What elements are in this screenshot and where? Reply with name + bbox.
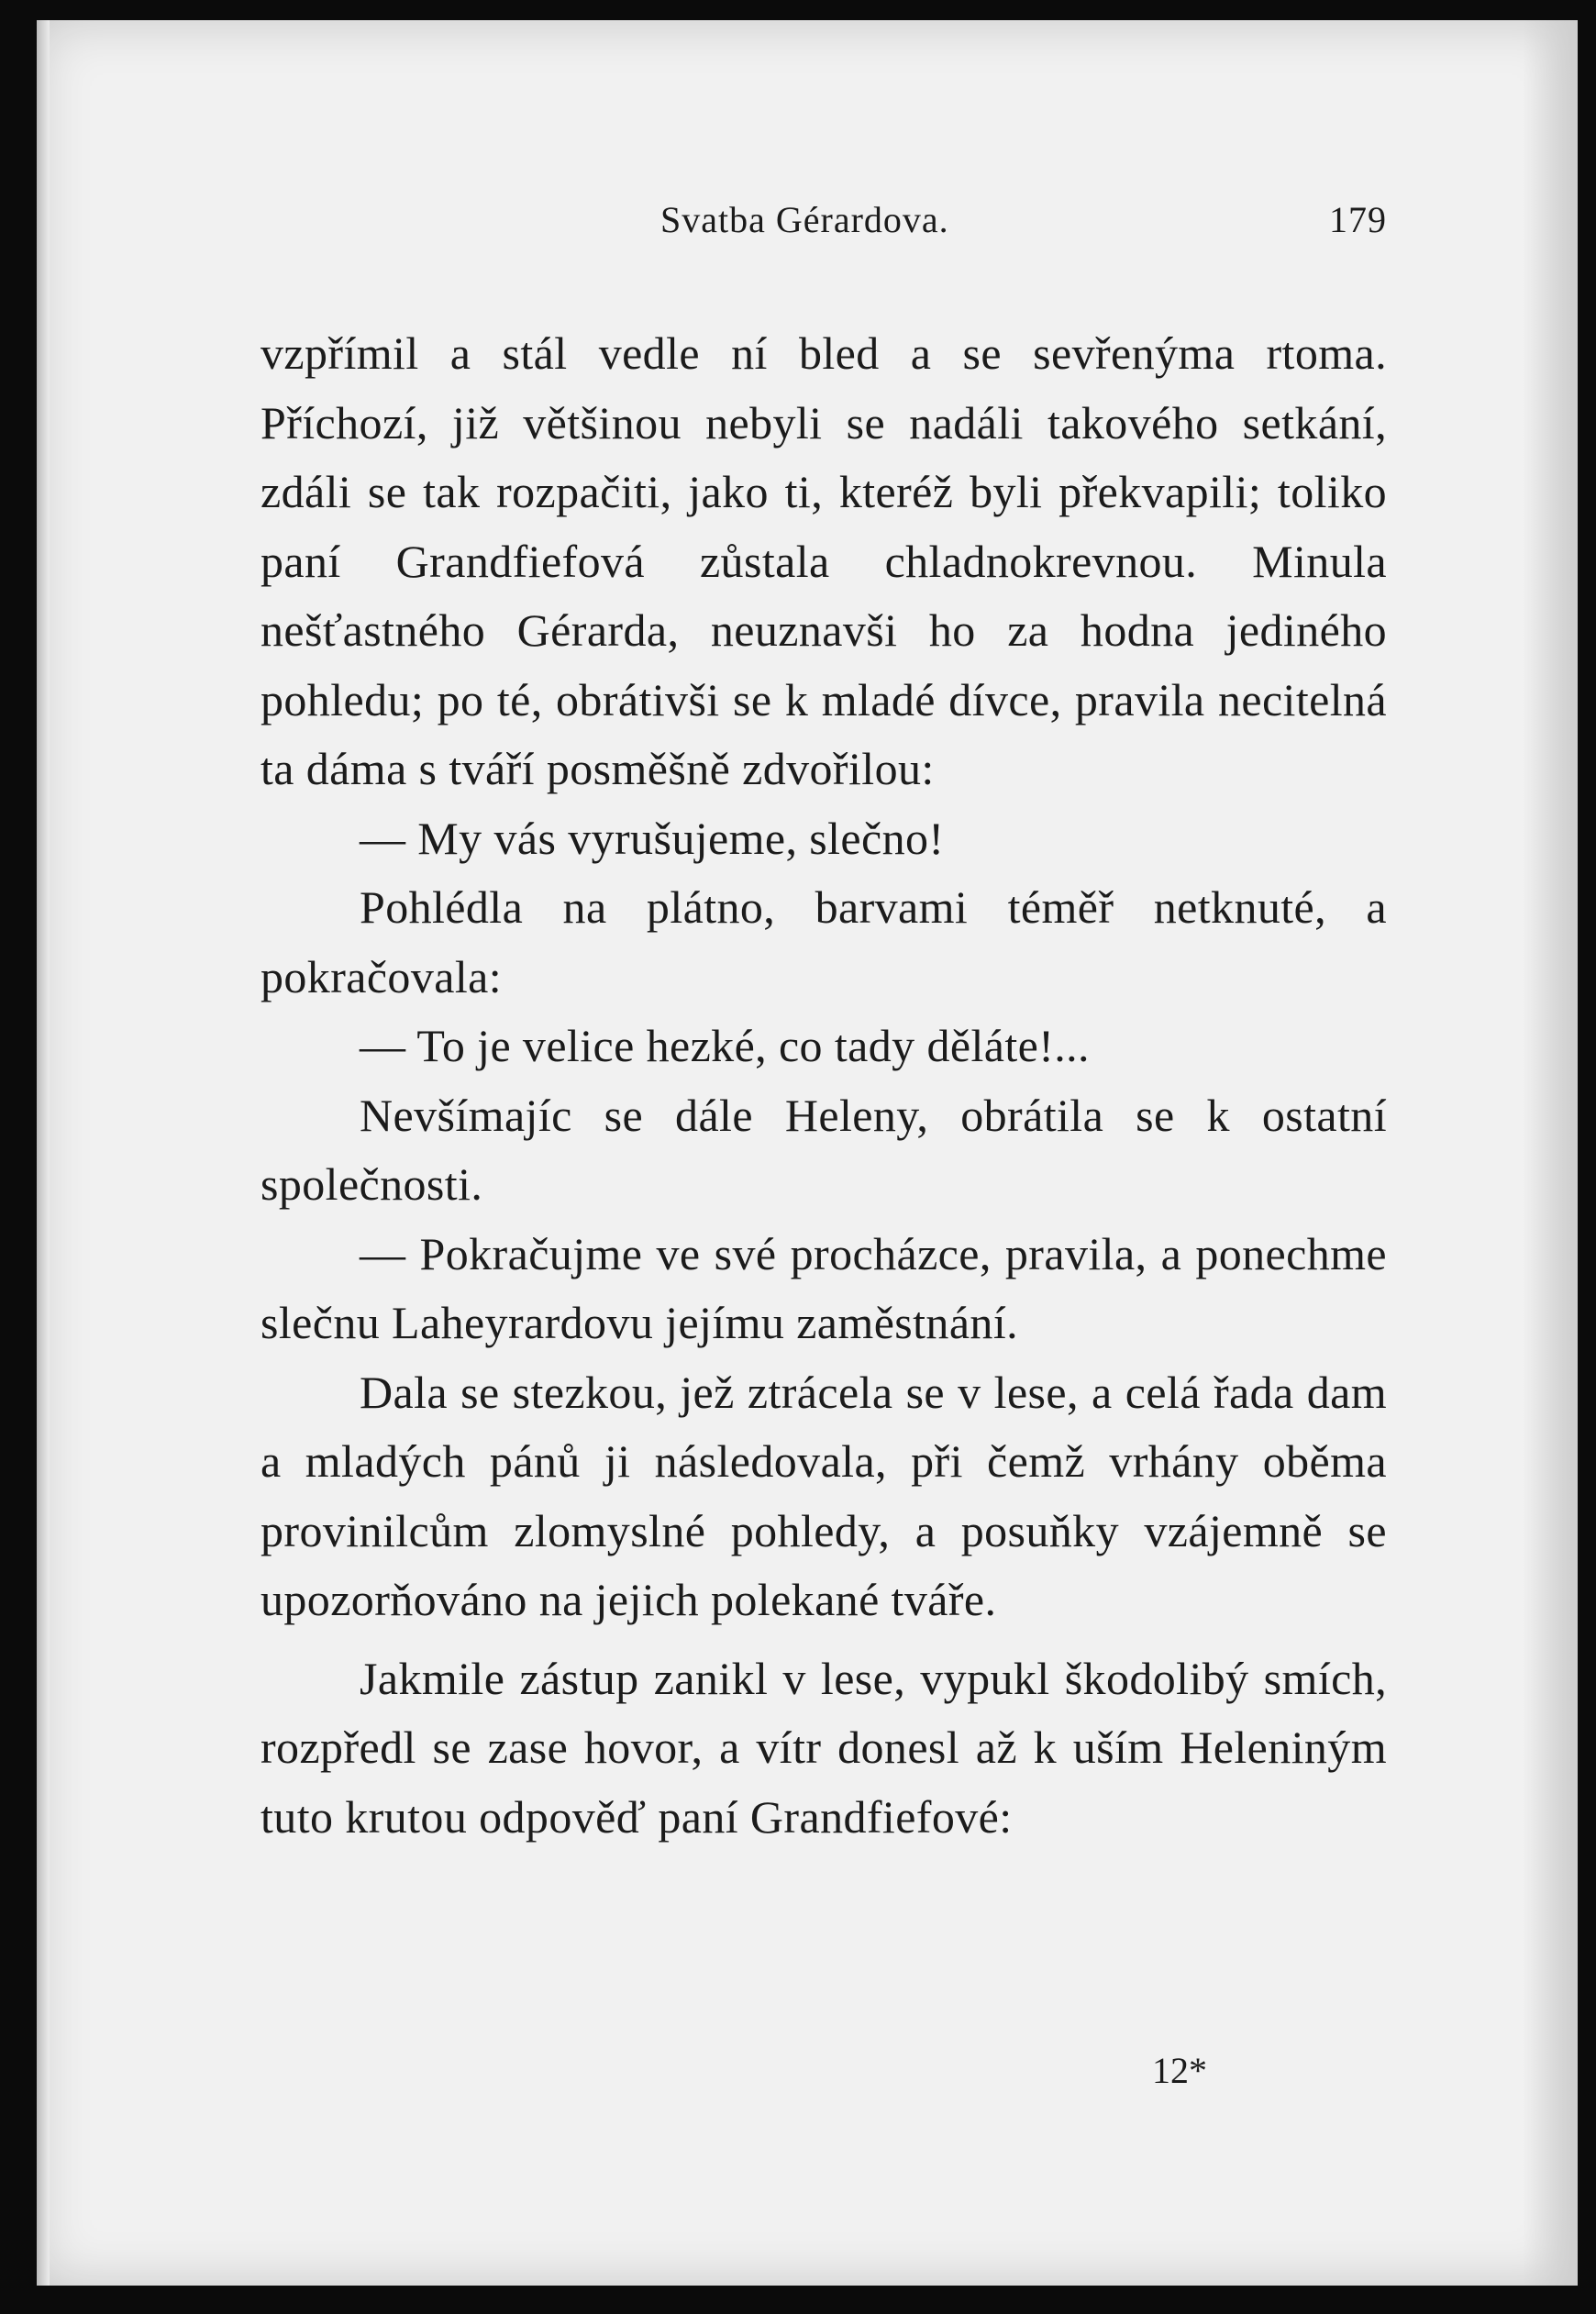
paragraph-3: Pohlédla na plátno, barvami téměř netknuté, a pokračovala: bbox=[260, 881, 1387, 1002]
paragraph-7: Dala se stezkou, jež ztrácela se v lese, a celá řada dam a mladých pánů ji následovala, při čemž vrhány oběma provinilcům zlomyslné pohledy, a posuňky vzájemně se upozorňováno na jejich polekané tváře. bbox=[260, 1366, 1387, 1625]
paragraph-5: Nevšímajíc se dále Heleny, obrátila se k ostatní společnosti. bbox=[260, 1089, 1387, 1210]
paragraph-6: — Pokračujme ve své procházce, pravila, a ponechme slečnu Laheyrardovu jejímu zaměstnání. bbox=[260, 1227, 1387, 1348]
body-text bbox=[260, 319, 1387, 1852]
paragraph-4: — To je velice hezké, co tady děláte!... bbox=[360, 1020, 1090, 1071]
paragraph-2: — My vás vyrušujeme, slečno! bbox=[360, 812, 945, 864]
signature-mark: 12* bbox=[1152, 2050, 1207, 2091]
book-page bbox=[37, 20, 1578, 2286]
page-edge-right bbox=[1523, 20, 1578, 2286]
page-edge-left bbox=[37, 20, 50, 2286]
page-number: 179 bbox=[1329, 199, 1387, 240]
text-block bbox=[260, 172, 1387, 1852]
paragraph-1: vzpřímil a stál vedle ní bled a se sevřenýma rtoma. Příchozí, již většinou nebyli se nadáli takového setkání, zdáli se tak rozpačiti, jako ti, kteréž byli překvapili; toliko paní Grandfiefová zůstala chladnokrevnou. Minula nešťastného Gérarda, neuznavši ho za hodna jediného pohledu; po té, obrátivši se k mladé dívce, pravila necitelná ta dáma s tváří posměšně zdvořilou: bbox=[260, 327, 1387, 794]
running-head bbox=[260, 172, 1387, 264]
paragraph-8: Jakmile zástup zanikl v lese, vypukl škodolibý smích, rozpředl se zase hovor, a vítr donesl až k uším Heleniným tuto krutou odpověď paní Grandfiefové: bbox=[260, 1652, 1387, 1843]
running-title: Svatba Gérardova. bbox=[660, 199, 949, 240]
